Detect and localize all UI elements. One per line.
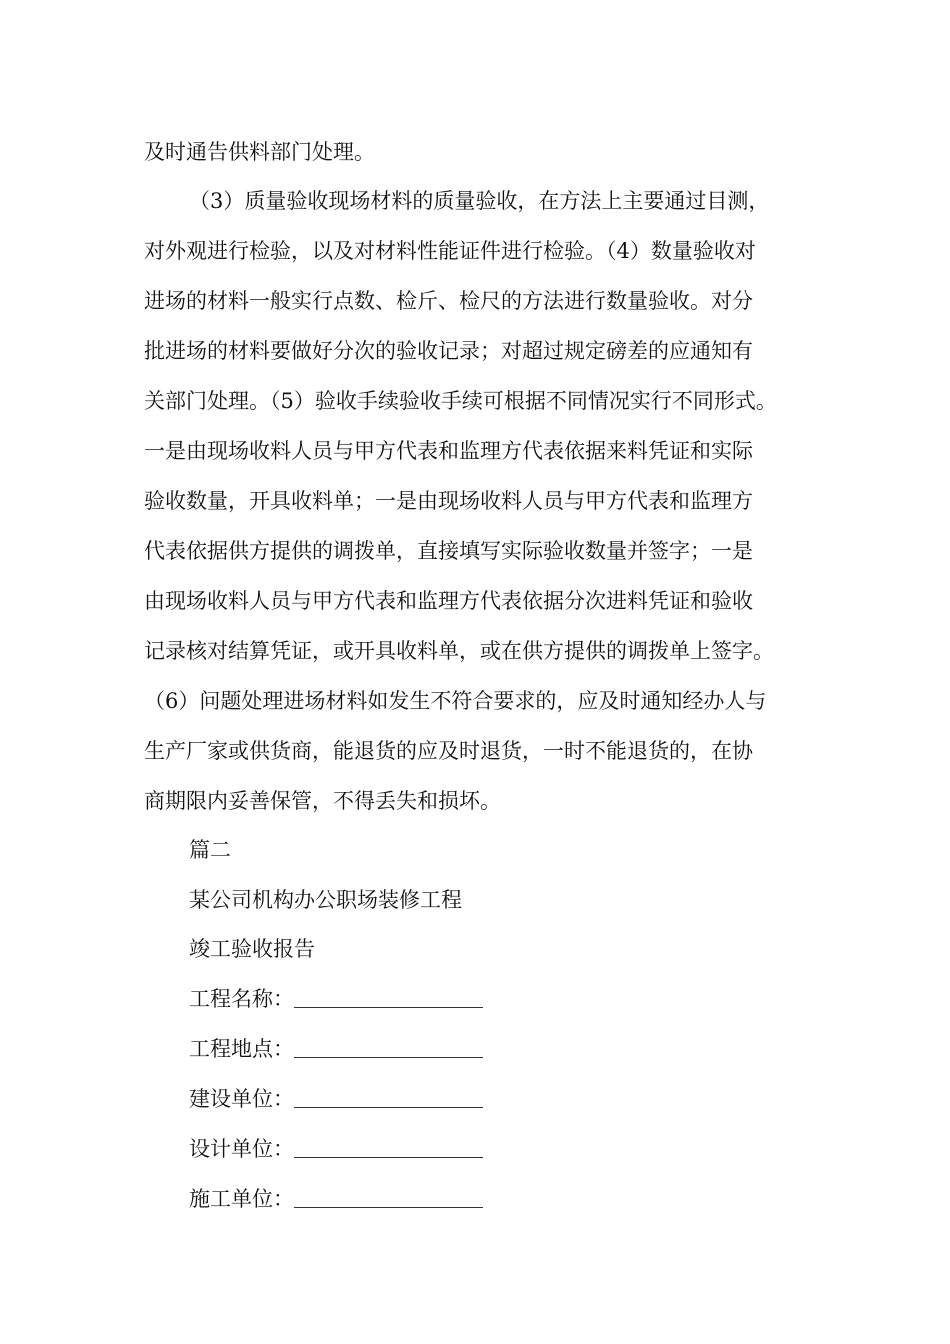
report-title-line1: 某公司机构办公职场装修工程 (189, 888, 462, 912)
body-line: 生产厂家或供货商，能退货的应及时退货，一时不能退货的，在协 (144, 739, 753, 763)
form-field-builder-unit (189, 1185, 483, 1213)
body-line: 一是由现场收料人员与甲方代表和监理方代表依据来料凭证和实际 (144, 439, 753, 463)
section-heading: 篇二 (189, 838, 231, 862)
fill-in-blank (294, 1206, 483, 1208)
field-label: 工程地点： (189, 1037, 294, 1061)
field-label: 建设单位： (189, 1087, 294, 1111)
field-label: 施工单位： (189, 1187, 294, 1211)
body-line: 验收数量，开具收料单；一是由现场收料人员与甲方代表和监理方 (144, 489, 753, 513)
body-line: （3）质量验收现场材料的质量验收，在方法上主要通过目测， (189, 189, 770, 213)
report-title-line2: 竣工验收报告 (189, 937, 315, 961)
form-field-construction-unit (189, 1085, 483, 1113)
body-line: （6）问题处理进场材料如发生不符合要求的，应及时通知经办人与 (144, 689, 767, 713)
field-label: 工程名称： (189, 987, 294, 1011)
field-label: 设计单位： (189, 1137, 294, 1161)
body-line: 进场的材料一般实行点数、检斤、检尺的方法进行数量验收。对分 (144, 289, 753, 313)
body-line: 及时通告供料部门处理。 (144, 140, 375, 164)
form-field-project-location (189, 1035, 483, 1063)
form-field-design-unit (189, 1135, 483, 1163)
form-field-project-name (189, 985, 483, 1013)
fill-in-blank (294, 1006, 483, 1008)
body-line: 对外观进行检验，以及对材料性能证件进行检验。（4）数量验收对 (144, 239, 756, 263)
body-line: 记录核对结算凭证，或开具收料单，或在供方提供的调拨单上签字。 (144, 639, 774, 663)
fill-in-blank (294, 1156, 483, 1158)
body-line: 关部门处理。（5）验收手续验收手续可根据不同情况实行不同形式。 (144, 389, 777, 413)
body-line: 商期限内妥善保管，不得丢失和损坏。 (144, 789, 501, 813)
body-line: 批进场的材料要做好分次的验收记录；对超过规定磅差的应通知有 (144, 339, 753, 363)
fill-in-blank (294, 1106, 483, 1108)
fill-in-blank (294, 1056, 483, 1058)
body-line: 由现场收料人员与甲方代表和监理方代表依据分次进料凭证和验收 (144, 589, 753, 613)
body-line: 代表依据供方提供的调拨单，直接填写实际验收数量并签字；一是 (144, 539, 753, 563)
